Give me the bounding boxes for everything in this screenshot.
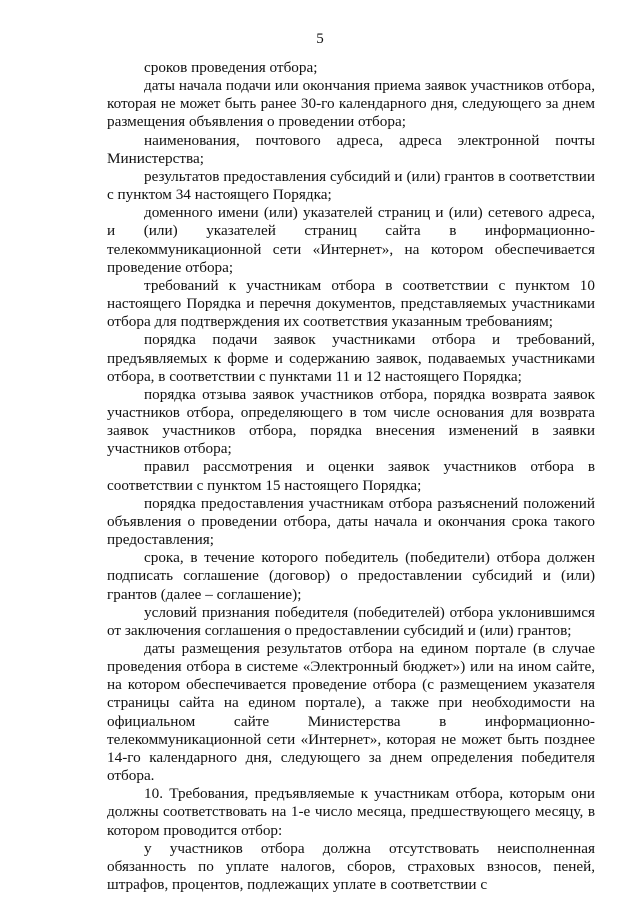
- paragraph: результатов предоставления субсидий и (или) грантов в соответствии с пунктом 34 настоящего Порядка;: [107, 167, 595, 204]
- paragraph: порядка отзыва заявок участников отбора, порядка возврата заявок участников отбора, определяющего в том числе основания для возврата заявок участников отбора, порядка внесения изменений в заявки участников отбора;: [107, 385, 595, 458]
- paragraph: условий признания победителя (победителей) отбора уклонившимся от заключения соглашения о предоставлении субсидий и (или) грантов;: [107, 603, 595, 639]
- paragraph: даты размещения результатов отбора на едином портале (в случае проведения отбора в системе «Электронный бюджет») или на ином сайте, на котором обеспечивается проведение отбора (с размещением указателя страницы сайта на едином портале), а также при необходимости на официальном сайте Министерства в информационно-телекоммуникационной сети «Интернет», которая не может быть позднее 14-го календарного дня, следующего за днем определения победителя отбора.: [107, 640, 595, 785]
- paragraph: порядка подачи заявок участниками отбора и требований, предъявляемых к форме и содержанию заявок, подаваемых участниками отбора, в соответствии с пунктами 11 и 12 настоящего Порядка;: [107, 331, 595, 385]
- document-body: [107, 59, 595, 894]
- paragraph: сроков проведения отбора;: [144, 59, 318, 76]
- paragraph: требований к участникам отбора в соответствии с пунктом 10 настоящего Порядка и перечня документов, представляемых участниками отбора для подтверждения их соответствия указанным требованиям;: [107, 276, 595, 331]
- paragraph: доменного имени (или) указателей страниц и (или) сетевого адреса, и (или) указателей страниц сайта в информационно-телекоммуникационной сети «Интернет», на котором обеспечивается проведение отбора;: [107, 204, 595, 276]
- paragraph: правил рассмотрения и оценки заявок участников отбора в соответствии с пунктом 15 настоящего Порядка;: [107, 458, 595, 494]
- paragraph: даты начала подачи или окончания приема заявок участников отбора, которая не может быть ранее 30-го календарного дня, следующего за днем размещения объявления о проведении отбора;: [107, 77, 595, 131]
- page-number: 5: [316, 31, 324, 47]
- paragraph: 10. Требования, предъявляемые к участникам отбора, которым они должны соответствовать на 1-е число месяца, предшествующего месяцу, в котором проводится отбор:: [107, 785, 595, 839]
- paragraph: наименования, почтового адреса, адреса электронной почты Министерства;: [107, 131, 595, 167]
- paragraph: порядка предоставления участникам отбора разъяснений положений объявления о проведении отбора, даты начала и окончания срока такого предоставления;: [107, 494, 595, 549]
- paragraph: у участников отбора должна отсутствовать неисполненная обязанность по уплате налогов, сборов, страховых взносов, пеней, штрафов, процентов, подлежащих уплате в соответствии с: [107, 839, 595, 894]
- paragraph: срока, в течение которого победитель (победители) отбора должен подписать соглашение (договор) о предоставлении субсидий и (или) грантов (далее – соглашение);: [107, 549, 595, 603]
